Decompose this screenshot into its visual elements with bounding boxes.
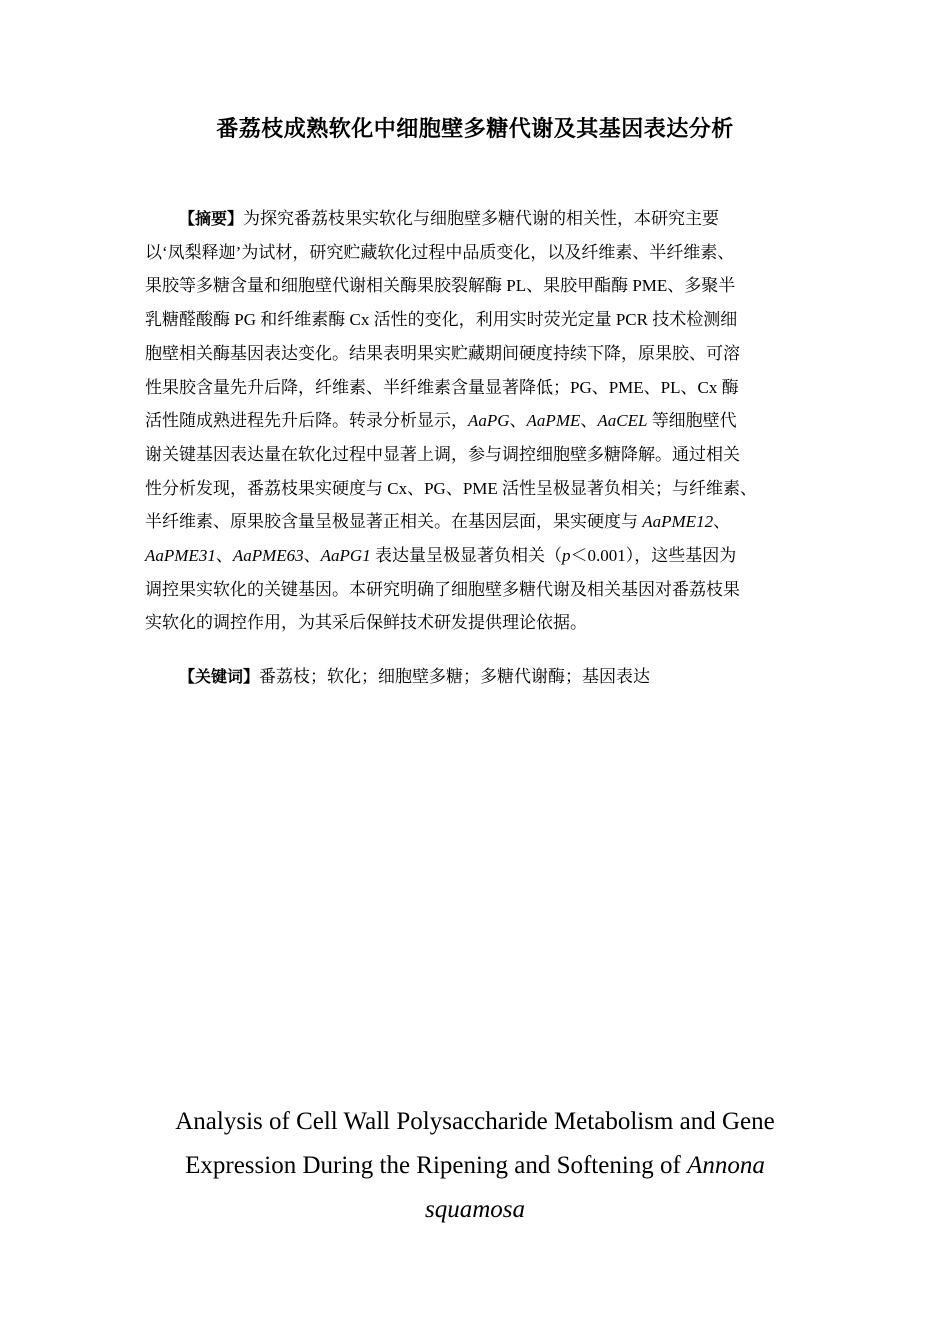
abstract-tag: 【摘要】 bbox=[179, 209, 244, 228]
gene-name: AaPME12 bbox=[642, 512, 714, 532]
gene-name: AaCEL bbox=[597, 411, 648, 431]
gene-name: AaPME31 bbox=[145, 546, 216, 566]
english-title bbox=[0, 1100, 950, 1232]
abstract-line: 性果胶含量先升后降，纤维素、半纤维素含量显著降低；PG、PME、PL、Cx 酶 bbox=[145, 377, 739, 397]
abstract-line bbox=[145, 202, 810, 236]
separator: 、 bbox=[509, 411, 527, 431]
abstract-line: 果胶等多糖含量和细胞壁代谢相关酶果胶裂解酶 PL、果胶甲酯酶 PME、多聚半 bbox=[145, 276, 736, 296]
abstract-line bbox=[145, 505, 810, 539]
english-title-line bbox=[0, 1144, 950, 1188]
keywords-tag: 【关键词】 bbox=[179, 667, 260, 686]
english-title-line bbox=[0, 1188, 950, 1232]
abstract-line: 性分析发现，番荔枝果实硬度与 Cx、PG、PME 活性呈极显著负相关；与纤维素、 bbox=[145, 478, 758, 498]
separator: 、 bbox=[580, 411, 598, 431]
gene-name: AaPG1 bbox=[320, 546, 371, 566]
abstract-line: 实软化的调控作用，为其采后保鲜技术研发提供理论依据。 bbox=[145, 613, 587, 633]
gene-name: AaPME63 bbox=[232, 546, 304, 566]
species-name: Annona bbox=[687, 1152, 765, 1179]
english-title-text: Expression During the Ripening and Softening of bbox=[185, 1152, 688, 1179]
abstract-text: 为探究番荔枝果实软化与细胞壁多糖代谢的相关性，本研究主要 bbox=[243, 209, 720, 228]
english-title-line: Analysis of Cell Wall Polysaccharide Metabolism and Gene bbox=[175, 1108, 775, 1135]
keywords-text: 番荔枝；软化；细胞壁多糖；多糖代谢酶；基因表达 bbox=[259, 667, 651, 686]
abstract-line: 以‘凤梨释迦’为试材，研究贮藏软化过程中品质变化，以及纤维素、半纤维素、 bbox=[145, 242, 735, 262]
abstract-text: ＜0.001），这些基因为 bbox=[570, 546, 737, 566]
separator: 、 bbox=[215, 546, 233, 566]
separator: 、 bbox=[303, 546, 321, 566]
abstract-line bbox=[145, 404, 810, 438]
species-name: squamosa bbox=[424, 1196, 525, 1223]
abstract-line: 胞壁相关酶基因表达变化。结果表明果实贮藏期间硬度持续下降，原果胶、可溶 bbox=[145, 343, 740, 363]
chinese-title: 番荔枝成熟软化中细胞壁多糖代谢及其基因表达分析 bbox=[216, 117, 734, 142]
abstract-line: 调控果实软化的关键基因。本研究明确了细胞壁多糖代谢及相关基因对番荔枝果 bbox=[145, 579, 740, 599]
keywords-line bbox=[179, 660, 819, 693]
abstract-text: 表达量呈极显著负相关（ bbox=[370, 546, 562, 566]
separator: 、 bbox=[713, 512, 731, 532]
gene-name: AaPME bbox=[526, 411, 581, 431]
abstract-text: 等细胞壁代 bbox=[647, 411, 737, 431]
abstract-block bbox=[145, 202, 810, 640]
abstract-line: 谢关键基因表达量在软化过程中显著上调，参与调控细胞壁多糖降解。通过相关 bbox=[145, 444, 740, 464]
abstract-line: 乳糖醛酸酶 PG 和纤维素酶 Cx 活性的变化，利用实时荧光定量 PCR 技术检测细 bbox=[145, 310, 738, 330]
abstract-line bbox=[145, 539, 810, 573]
abstract-text: 活性随成熟进程先升后降。转录分析显示， bbox=[145, 411, 468, 431]
p-value-symbol: p bbox=[561, 546, 571, 566]
abstract-text: 半纤维素、原果胶含量呈极显著正相关。在基因层面，果实硬度与 bbox=[145, 512, 643, 532]
gene-name: AaPG bbox=[468, 411, 510, 431]
